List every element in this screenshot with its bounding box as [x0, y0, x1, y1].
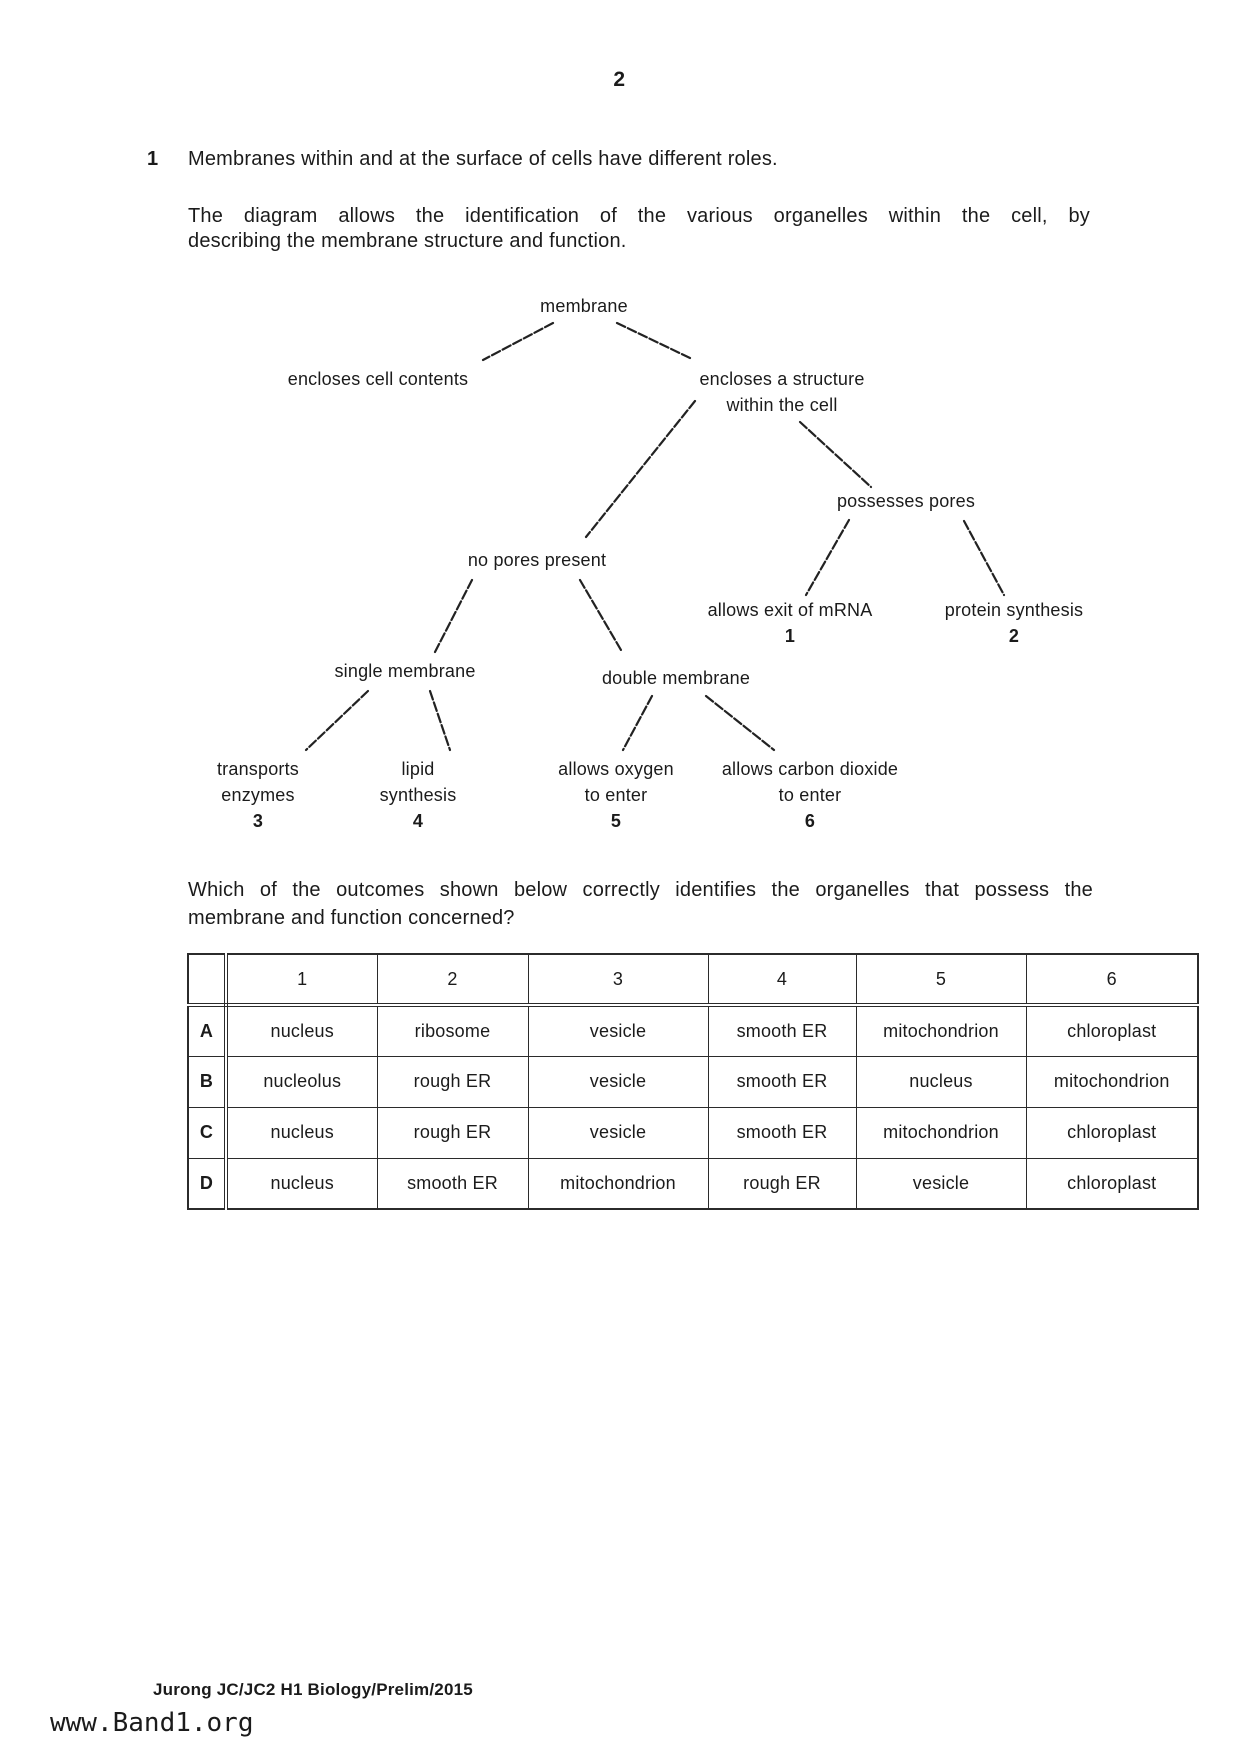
question-prompt-line1: Which of the outcomes shown below correctly identifies the organelles that possess the [188, 879, 1093, 901]
table-cell: nucleus [856, 1056, 1026, 1107]
diagram-node-label: allows carbon dioxide [721, 759, 899, 779]
table-cell: smooth ER [708, 1056, 856, 1107]
table-cell: rough ER [377, 1107, 528, 1158]
table-cell: mitochondrion [856, 1107, 1026, 1158]
question-prompt [188, 876, 1093, 932]
diagram-node-label: no pores present [467, 550, 607, 570]
table-cell: smooth ER [708, 1107, 856, 1158]
diagram-node-label: transports [216, 759, 300, 779]
table-cell: nucleus [226, 1005, 377, 1056]
diagram-edges [0, 0, 1239, 870]
diagram-connector-line [306, 691, 368, 750]
table-column-header-2: 2 [377, 954, 528, 1005]
diagram-node-label: encloses cell contents [287, 369, 469, 389]
table-cell: rough ER [377, 1056, 528, 1107]
table-column-header-5: 5 [856, 954, 1026, 1005]
question-intro-text: Membranes within and at the surface of cells have different roles. [188, 148, 778, 170]
table-cell: nucleus [226, 1107, 377, 1158]
table-cell: rough ER [708, 1158, 856, 1209]
diagram-node-encloses-a-structure [699, 366, 864, 418]
diagram-connector-line [806, 520, 849, 595]
diagram-node-lipid-synthesis [380, 756, 457, 834]
diagram-connector-line [964, 521, 1004, 595]
table-column-header-1: 1 [226, 954, 377, 1005]
table-cell: nucleus [226, 1158, 377, 1209]
table-column-header-6: 6 [1026, 954, 1198, 1005]
table-cell: ribosome [377, 1005, 528, 1056]
option-label-C: C [188, 1107, 226, 1158]
option-label-A: A [188, 1005, 226, 1056]
diagram-node-number: 2 [1008, 626, 1020, 646]
table-cell: mitochondrion [856, 1005, 1026, 1056]
table-row-option-B [188, 1056, 1198, 1107]
answer-options-table [187, 953, 1199, 1210]
diagram-connector-line [706, 696, 774, 750]
page-number: 2 [613, 68, 626, 91]
option-label-B: B [188, 1056, 226, 1107]
diagram-node-number: 4 [412, 811, 424, 831]
diagram-node-label: to enter [584, 785, 648, 805]
diagram-node-allows-carbon-dioxide-to-enter [722, 756, 898, 834]
diagram-connector-line [586, 401, 695, 537]
table-row-option-A [188, 1005, 1198, 1056]
diagram-node-possesses-pores [837, 488, 975, 514]
diagram-connector-line [430, 691, 450, 750]
table-column-header-3: 3 [528, 954, 708, 1005]
diagram-node-label: protein synthesis [944, 600, 1084, 620]
table-column-header-4: 4 [708, 954, 856, 1005]
diagram-node-number: 3 [252, 811, 264, 831]
diagram-connector-line [483, 323, 553, 360]
question-description-line2: describing the membrane structure and function. [188, 230, 627, 252]
table-cell: mitochondrion [1026, 1056, 1198, 1107]
diagram-node-label: allows exit of mRNA [707, 600, 873, 620]
diagram-node-label: enzymes [221, 785, 295, 805]
diagram-node-number: 1 [784, 626, 796, 646]
table-cell: vesicle [856, 1158, 1026, 1209]
diagram-connector-line [623, 696, 652, 750]
table-cell: chloroplast [1026, 1005, 1198, 1056]
table-cell: vesicle [528, 1107, 708, 1158]
table-cell: mitochondrion [528, 1158, 708, 1209]
table-cell: smooth ER [377, 1158, 528, 1209]
question-prompt-line2: membrane and function concerned? [188, 907, 515, 929]
membrane-flow-diagram [0, 0, 1239, 870]
option-label-D: D [188, 1158, 226, 1209]
diagram-node-no-pores-present [468, 547, 606, 573]
diagram-node-label: within the cell [726, 395, 838, 415]
question-number: 1 [147, 148, 159, 170]
diagram-node-label: to enter [778, 785, 842, 805]
exam-reference: Jurong JC/JC2 H1 Biology/Prelim/2015 [153, 1680, 473, 1699]
watermark-url: www.Band1.org [50, 1708, 254, 1738]
diagram-connector-line [435, 580, 472, 652]
diagram-node-encloses-cell-contents [288, 366, 469, 392]
diagram-node-single-membrane [334, 658, 475, 684]
table-cell: vesicle [528, 1056, 708, 1107]
diagram-connector-line [800, 422, 871, 487]
diagram-node-number: 6 [804, 811, 816, 831]
table-row-option-C [188, 1107, 1198, 1158]
table-cell: chloroplast [1026, 1158, 1198, 1209]
table-corner-cell [188, 954, 226, 1005]
diagram-node-label: lipid [401, 759, 435, 779]
diagram-node-transports-enzymes [217, 756, 299, 834]
diagram-node-label: membrane [540, 296, 628, 316]
diagram-node-protein-synthesis [945, 597, 1083, 649]
diagram-node-label: possesses pores [836, 491, 976, 511]
table-row-option-D [188, 1158, 1198, 1209]
diagram-node-allows-oxygen-to-enter [558, 756, 674, 834]
diagram-node-double-membrane [602, 665, 750, 691]
question-description-line1: The diagram allows the identification of the various organelles within the cell, by [188, 205, 1090, 227]
table-cell: nucleolus [226, 1056, 377, 1107]
table-cell: vesicle [528, 1005, 708, 1056]
diagram-connector-line [580, 580, 621, 650]
table-cell: chloroplast [1026, 1107, 1198, 1158]
diagram-node-label: synthesis [379, 785, 457, 805]
diagram-node-label: double membrane [601, 668, 751, 688]
diagram-node-label: allows oxygen [558, 759, 674, 779]
diagram-node-label: encloses a structure [699, 369, 865, 389]
diagram-node-membrane [540, 293, 628, 319]
diagram-node-allows-exit-of-mrna [708, 597, 873, 649]
diagram-connector-line [617, 323, 690, 358]
table-cell: smooth ER [708, 1005, 856, 1056]
diagram-node-label: single membrane [334, 661, 476, 681]
diagram-node-number: 5 [610, 811, 622, 831]
